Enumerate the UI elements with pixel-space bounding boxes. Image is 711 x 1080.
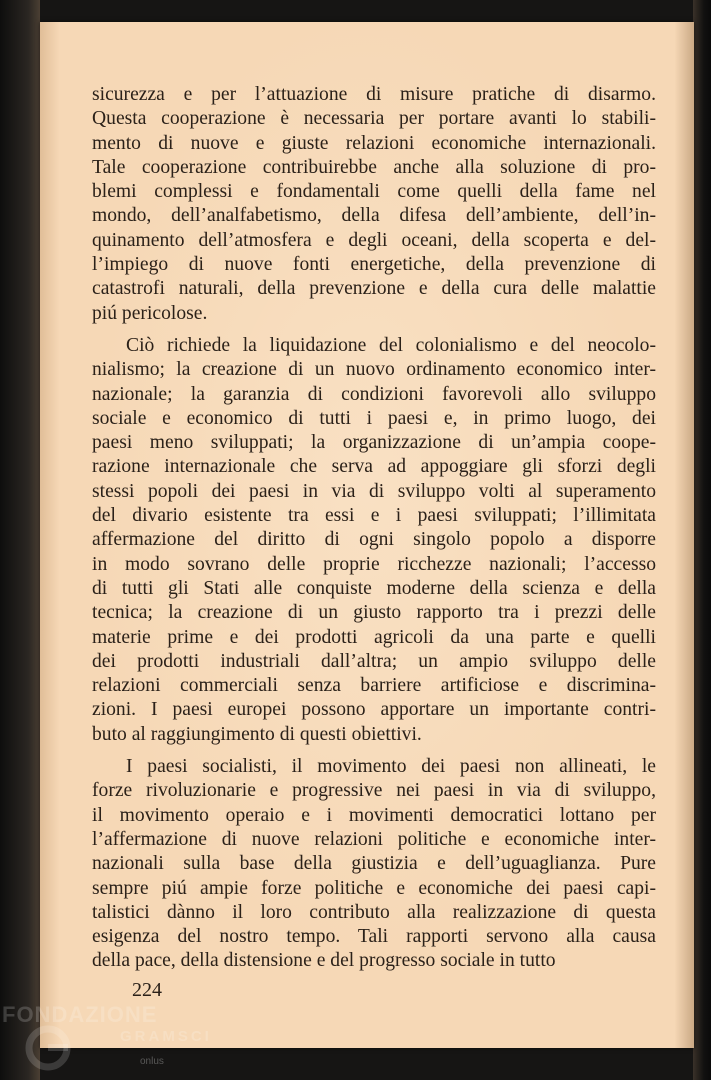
scan-background-left [0, 0, 40, 1080]
text-line: della pace, della distensione e del progresso sociale in tutto [92, 950, 556, 972]
text-line: il movimento operaio e i movimenti democratici lottano per [92, 804, 656, 826]
text-line: quinamento dell’atmosfera e degli oceani, della scoperta e del- [92, 229, 656, 251]
scan-background-right [693, 0, 711, 1080]
text-line: nazionali sulla base della giustizia e dell’uguaglianza. Pure [92, 853, 656, 875]
text-line: l’affermazione di nuove relazioni politiche e economiche inter- [92, 828, 656, 850]
text-line: in modo sovrano delle proprie ricchezze nazionali; l’accesso [92, 553, 656, 575]
text-line: paesi meno sviluppati; la organizzazione di un’ampia coope- [92, 432, 656, 454]
text-line: piú pericolose. [92, 302, 208, 324]
text-line: esigenza del nostro tempo. Tali rapporti servono alla causa [92, 926, 656, 948]
text-line: sicurezza e per l’attuazione di misure pratiche di disarmo. [92, 84, 656, 105]
text-line: razione internazionale che serva ad appoggiare gli sforzi degli [92, 456, 656, 478]
gramsci-logo-icon [22, 1022, 74, 1074]
text-line: sociale e economico di tutti i paesi e, in primo luogo, dei [92, 407, 656, 429]
text-line: blemi complessi e fondamentali come quelli della fame nel [92, 181, 656, 203]
text-line: materie prime e dei prodotti agricoli da una parte e quelli [92, 626, 656, 648]
watermark-sub-text: GRAMSCI [120, 1028, 212, 1045]
text-line: tecnica; la creazione di un giusto rapporto tra i prezzi delle [92, 602, 656, 624]
text-line: nialismo; la creazione di un nuovo ordinamento economico inter- [92, 359, 656, 381]
text-line: sempre piú ampie forze politiche e economiche dei paesi capi- [92, 877, 656, 899]
text-line: mento di nuove e giuste relazioni economiche internazionali. [92, 132, 656, 154]
text-line: affermazione del diritto di ogni singolo popolo a disporre [92, 529, 656, 551]
watermark [2, 1002, 212, 1045]
text-line: Questa cooperazione è necessaria per portare avanti lo stabili- [92, 108, 656, 130]
paragraph [92, 83, 656, 326]
text-line: Ciò richiede la liquidazione del colonialismo e del neocolo- [126, 334, 656, 356]
text-line: relazioni commerciali senza barriere artificiose e discrimina- [92, 675, 656, 697]
watermark-onlus-text: onlus [140, 1056, 164, 1067]
text-line: di tutti gli Stati alle conquiste moderne della scienza e della [92, 577, 656, 599]
text-line: mondo, dell’analfabetismo, della difesa dell’ambiente, dell’in- [92, 205, 656, 227]
text-line: stessi popoli dei paesi in via di sviluppo volti al superamento [92, 480, 656, 502]
text-line: I paesi socialisti, il movimento dei paesi non allineati, le [126, 756, 656, 778]
watermark-main-text: FONDAZIONE [2, 1002, 158, 1027]
text-line: Tale cooperazione contribuirebbe anche alla soluzione di pro- [92, 156, 656, 178]
page-number: 224 [132, 979, 162, 1001]
text-line: l’impiego di nuove fonti energetiche, della prevenzione di [92, 254, 656, 276]
text-line: zioni. I paesi europei possono apportare un importante contri- [92, 699, 656, 721]
page-body-text [92, 83, 656, 982]
paragraph [92, 334, 656, 747]
text-line: dei prodotti industriali dall’altra; un ampio sviluppo delle [92, 650, 656, 672]
text-line: catastrofi naturali, della prevenzione e della cura delle malattie [92, 278, 656, 300]
paragraph [92, 755, 656, 974]
text-line: nazionale; la garanzia di condizioni favorevoli allo sviluppo [92, 383, 656, 405]
text-line: forze rivoluzionarie e progressive nei paesi in via di sviluppo, [92, 780, 656, 802]
text-line: talistici dànno il loro contributo alla realizzazione di questa [92, 901, 656, 923]
text-line: buto al raggiungimento di questi obiettivi. [92, 723, 422, 745]
text-line: del divario esistente tra essi e i paesi sviluppati; l’illimitata [92, 505, 656, 527]
